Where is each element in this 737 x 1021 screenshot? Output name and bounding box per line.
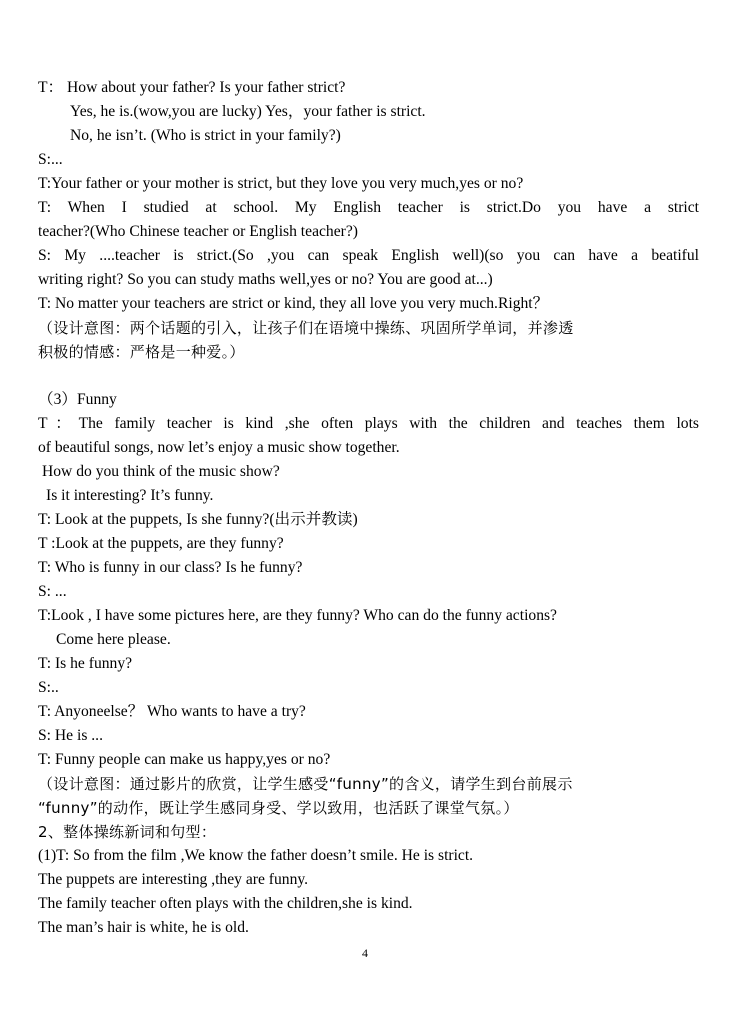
text-line-5: T:Your father or your mother is strict, but they love you very much,yes or no? [38, 175, 524, 192]
text-line-3: No, he isn’t. (Who is strict in your family?) [70, 127, 341, 144]
design-note-line-1: （设计意图：两个话题的引入，让孩子们在语境中操练、巩固所学单词，并渗透 [38, 319, 574, 337]
text-line-33: The puppets are interesting ,they are funny. [38, 871, 309, 888]
text-line-2: Yes, he is.(wow,you are lucky) Yes，your father is strict. [70, 103, 426, 120]
design-note-line-4: “funny”的动作，既让学生感同身受、学以致用，也活跃了课堂气氛。） [38, 799, 519, 817]
page-number: 4 [362, 946, 368, 960]
text-line-13: T：The family teacher is kind ,she often plays with the children and teaches them lots [38, 415, 699, 432]
text-line-1: T： How about your father? Is your father strict? [38, 79, 346, 96]
text-line-4: S:... [38, 151, 63, 168]
text-line-35: The man’s hair is white, he is old. [38, 919, 249, 936]
text-line-16: Is it interesting? It’s funny. [46, 487, 214, 504]
text-line-17: T: Look at the puppets, Is she funny?(出示并教读) [38, 511, 358, 528]
text-line-9: writing right? So you can study maths well,yes or no? You are good at...) [38, 271, 493, 288]
text-line-27: T: Funny people can make us happy,yes or no? [38, 751, 331, 768]
text-line-23: T: Is he funny? [38, 655, 133, 672]
text-line-6: T: When I studied at school. My English teacher is strict.Do you have a strict [38, 199, 699, 216]
text-line-32: (1)T: So from the film ,We know the father doesn’t smile. He is strict. [38, 847, 474, 864]
text-line-19: T: Who is funny in our class? Is he funny? [38, 559, 303, 576]
text-line-15: How do you think of the music show? [42, 463, 280, 480]
text-line-7: teacher?(Who Chinese teacher or English teacher?) [38, 223, 358, 240]
text-line-20: S: ... [38, 583, 67, 600]
text-line-24: S:.. [38, 679, 59, 696]
design-note-line-3: （设计意图：通过影片的欣赏，让学生感受“funny”的含义，请学生到台前展示 [38, 775, 573, 793]
section-heading-practice: 2、整体操练新词和句型： [38, 823, 217, 841]
text-line-34: The family teacher often plays with the children,she is kind. [38, 895, 413, 912]
design-note-line-2: 积极的情感：严格是一种爱。） [38, 343, 245, 361]
text-line-10: T: No matter your teachers are strict or kind, they all love you very much.Right？ [38, 295, 549, 312]
text-line-8: S: My ....teacher is strict.(So ,you can speak English well)(so you can have a beatiful [38, 247, 699, 264]
text-line-26: S: He is ... [38, 727, 103, 744]
text-line-18: T :Look at the puppets, are they funny? [38, 535, 284, 552]
text-line-25: T: Anyoneelse？ Who wants to have a try? [38, 703, 306, 720]
text-line-14: of beautiful songs, now let’s enjoy a music show together. [38, 439, 400, 456]
text-line-22: Come here please. [56, 631, 171, 648]
text-line-21: T:Look , I have some pictures here, are they funny? Who can do the funny actions? [38, 607, 557, 624]
section-heading-funny: （3）Funny [38, 391, 117, 408]
